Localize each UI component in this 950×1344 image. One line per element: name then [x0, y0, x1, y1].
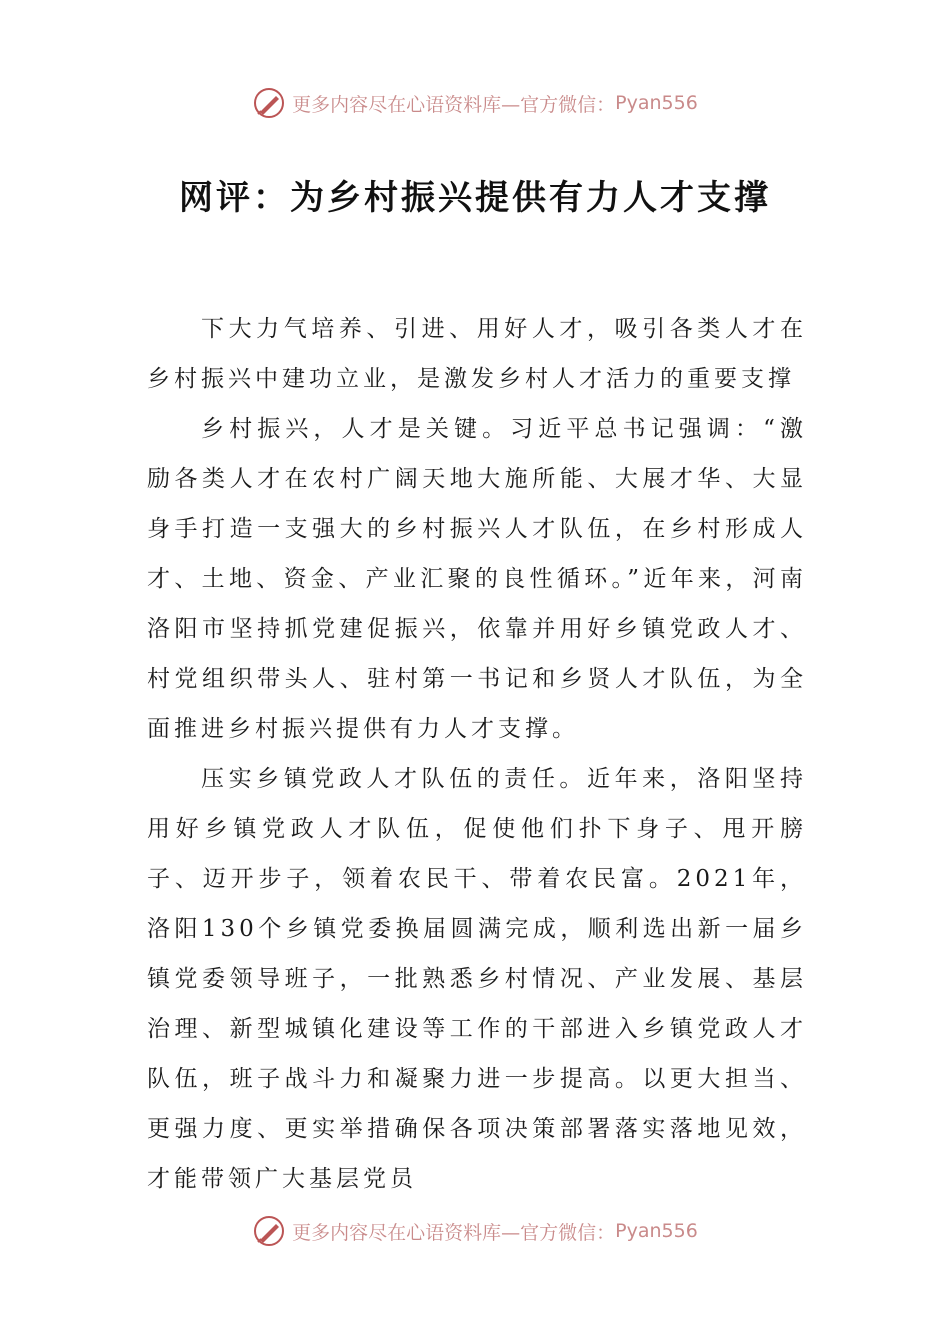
- watermark-text: 更多内容尽在心语资料库—官方微信：: [292, 1221, 616, 1244]
- document-title: 网评：为乡村振兴提供有力人才支撑: [179, 178, 771, 218]
- pen-logo-icon: [252, 86, 286, 120]
- paragraph: 压实乡镇党政人才队伍的责任。近年来，洛阳坚持用好乡镇党政人才队伍，促使他们扑下身子、甩开膀子、迈开步子，领着农民干、带着农民富。2021年，洛阳130个乡镇党委换届圆满完成，顺利选出新一届乡镇党委领导班子，一批熟悉乡村情况、产业发展、基层治理、新型城镇化建设等工作的干部进入乡镇党政人才队伍，班子战斗力和凝聚力进一步提高。以更大担当、更强力度、更实举措确保各项决策部署落实落地见效，才能带领广大基层党员: [147, 766, 807, 1192]
- watermark-handle: Pyan556: [615, 1220, 698, 1242]
- watermark-handle: Pyan556: [615, 92, 698, 114]
- paragraph: 乡村振兴，人才是关键。习近平总书记强调：“激励各类人才在农村广阔天地大施所能、大展才华、大显身手打造一支强大的乡村振兴人才队伍，在乡村形成人才、土地、资金、产业汇聚的良性循环。”近年来，河南洛阳市坚持抓党建促振兴，依靠并用好乡镇党政人才、村党组织带头人、驻村第一书记和乡贤人才队伍，为全面推进乡村振兴提供有力人才支撑。: [147, 416, 807, 742]
- pen-logo-icon: [252, 1214, 286, 1248]
- paragraph: 下大力气培养、引进、用好人才，吸引各类人才在乡村振兴中建功立业，是激发乡村人才活力的重要支撑: [147, 316, 807, 392]
- footer-watermark: [0, 1214, 950, 1248]
- document-body: [147, 304, 807, 1204]
- header-watermark: [0, 86, 950, 120]
- watermark-text: 更多内容尽在心语资料库—官方微信：: [292, 93, 616, 116]
